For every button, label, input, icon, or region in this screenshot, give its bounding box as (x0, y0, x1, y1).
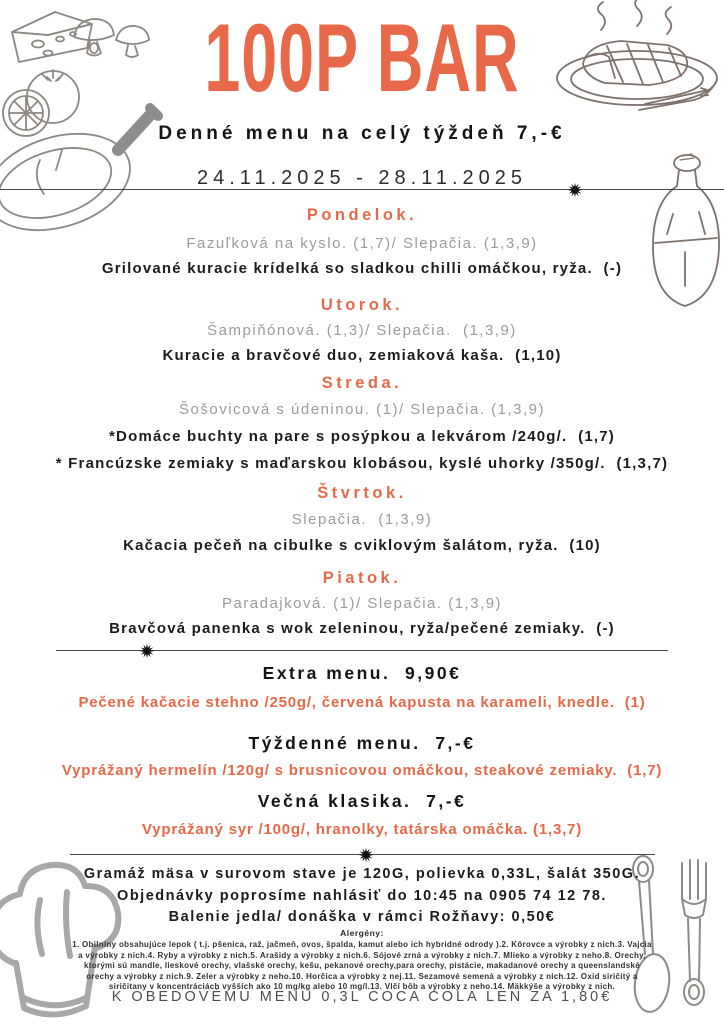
main-streda-1: *Domáce buchty na pare s posýpkou a lekvárom /240g/. (1,7) (109, 428, 615, 445)
main-pondelok: Grilované kuracie krídelká so sladkou chilli omáčkou, ryža. (-) (101, 260, 623, 277)
day-heading-streda: Streda. (321, 374, 403, 392)
day-heading-pondelok: Pondelok. (306, 206, 418, 224)
soup-stvrtok: Slepačia. (1,3,9) (291, 511, 433, 528)
divider-top (0, 189, 724, 190)
menu-subtitle: Denné menu na celý týždeň 7,-€ (158, 123, 566, 144)
info-orders-phone: Objednávky poprosíme nahlásiť do 10:45 na 0905 74 12 78. (117, 888, 607, 904)
page-title: 100P BAR (204, 4, 520, 113)
divider-middle (56, 650, 668, 651)
weekly-menu-item: Vyprážaný hermelín /120g/ s brusnicovou omáčkou, steakové zemiaky. (1,7) (61, 762, 663, 779)
info-packaging-delivery: Balenie jedla/ donáška v rámci Rožňavy: 0,50€ (168, 909, 556, 925)
soup-streda: Šošovicová s údeninou. (1)/ Slepačia. (1,3,9) (179, 401, 545, 418)
day-heading-utorok: Utorok. (320, 296, 404, 314)
main-stvrtok: Kačacia pečeň na cibulke s cviklovým šalátom, ryža. (10) (123, 537, 601, 554)
info-portion-sizes: Gramáž mäsa v surovom stave je 120G, polievka 0,33L, šalát 350G. (83, 866, 641, 882)
weekly-menu-title: Týždenné menu. 7,-€ (248, 733, 476, 753)
star-ornament (139, 643, 155, 659)
extra-menu-item: Pečené kačacie stehno /250g/, červená kapusta na karameli, knedle. (1) (78, 694, 646, 711)
allergens-text: 1. Obilniny obsahujúce lepok ( t.j. pšenica, raž, jačmeň, ovos, špalda, kamut alebo ich hybridné odrody ).2. Kôrovce a výrobky z nich.3. Vajcia a výrobky z nich.4. Ryby a výrobky z nich.5. Arašidy a výrobky z nich.6. Sójové zrná a výrobky z nich.7. Mlieko a výrobky z neho.8. Orechy, ktorými sú mandle, lieskové orechy, vlašské orechy, kešu, pekanové orechy,para orechy, pistácie, makadanové orechy a queenslandské orechy a výrobky z nich.9. Zeler a výrobky z neho.10. Horčica a výrobky z nej.11. Sezamové semená a výrobky z nich.12. Oxid siričitý a siričitany v koncentráciách vyšších ako 10 mg/kg alebo 10 mg/l.13. Vlčí bôb a výrobky z neho.14. Mäkkýše a výrobky z nich. (72, 940, 655, 991)
footer-coca-cola-offer: K OBEDOVÉMU MENU 0,3L COCA COLA LEN ZA 1,80€ (111, 989, 613, 1005)
soup-piatok: Paradajková. (1)/ Slepačia. (1,3,9) (221, 595, 503, 612)
star-ornament (567, 182, 583, 198)
main-piatok: Bravčová panenka s wok zeleninou, ryža/pečené zemiaky. (-) (109, 620, 615, 637)
date-range: 24.11.2025 - 28.11.2025 (197, 167, 527, 189)
divider-bottom (70, 854, 655, 855)
classic-menu-title: Večná klasika. 7,-€ (257, 791, 467, 811)
soup-utorok: Šampiňónová. (1,3)/ Slepačia. (1,3,9) (207, 322, 517, 339)
allergens-label: Alergény: (340, 928, 384, 938)
main-streda-2: * Francúzske zemiaky s maďarskou klobásou, kyslé uhorky /350g/. (1,3,7) (55, 455, 669, 472)
day-heading-piatok: Piatok. (322, 569, 402, 587)
star-ornament (358, 847, 374, 863)
day-heading-stvrtok: Štvrtok. (317, 484, 407, 502)
classic-menu-item: Vyprážaný syr /100g/, hranolky, tatárska omáčka. (1,3,7) (142, 821, 582, 838)
main-utorok: Kuracie a bravčové duo, zemiaková kaša. (1,10) (162, 347, 562, 364)
soup-pondelok: Fazuľková na kyslo. (1,7)/ Slepačia. (1,3,9) (186, 235, 538, 252)
extra-menu-title: Extra menu. 9,90€ (262, 663, 462, 683)
